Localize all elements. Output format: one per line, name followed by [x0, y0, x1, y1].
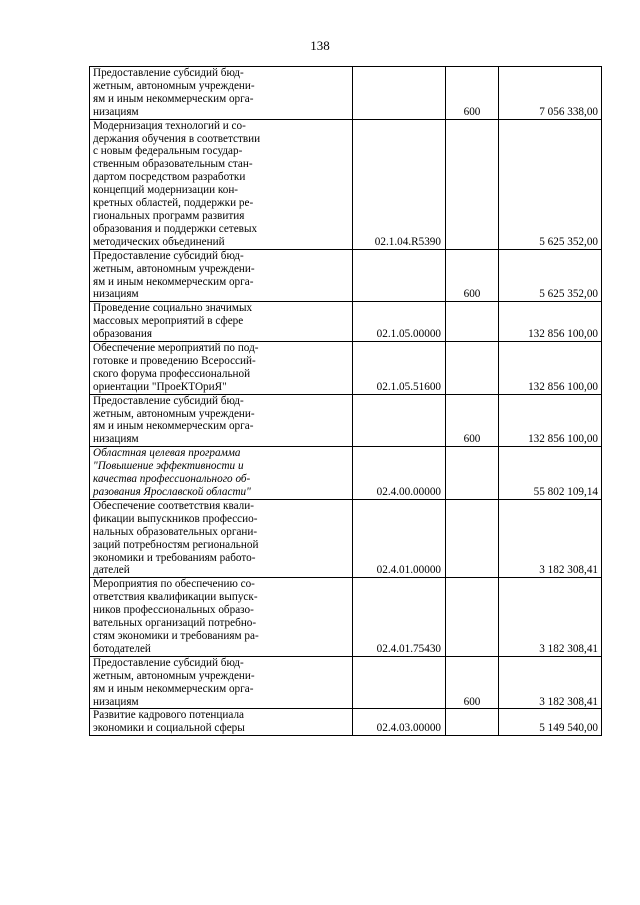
row-amount: 5 625 352,00: [499, 249, 602, 302]
row-expense-type: [446, 447, 499, 500]
row-name: Предоставление субсидий бюд- жетным, автономным учреждени- ям и иным некоммерческим орга- низациям: [93, 67, 255, 118]
row-target-code: 02.4.03.00000: [353, 709, 446, 736]
row-amount: 5 625 352,00: [499, 119, 602, 249]
table-row: [90, 394, 602, 447]
row-name: Предоставление субсидий бюд- жетным, автономным учреждени- ям и иным некоммерческим орга- низациям: [93, 249, 255, 301]
row-expense-type: 600: [446, 249, 499, 302]
row-expense-type: [446, 709, 499, 736]
row-target-code: [353, 656, 446, 709]
row-amount: 55 802 109,14: [499, 447, 602, 500]
row-target-code: 02.1.05.00000: [353, 302, 446, 342]
row-target-code: 02.1.04.R5390: [353, 119, 446, 249]
table-row: [90, 67, 602, 120]
row-amount: 132 856 100,00: [499, 302, 602, 342]
page-number: 138: [310, 38, 330, 53]
row-name-cell: [90, 302, 353, 342]
row-target-code: [353, 394, 446, 447]
row-expense-type: [446, 342, 499, 395]
table-row: [90, 656, 602, 709]
row-amount: 132 856 100,00: [499, 394, 602, 447]
row-name: Обеспечение мероприятий по под- готовке и проведению Всероссий- ского форума профессиональной ориентации "ПроеКТОриЯ": [93, 342, 259, 393]
table-row: [90, 447, 602, 500]
row-name-cell: [90, 709, 353, 736]
budget-table-body: [90, 67, 602, 736]
row-name-cell: [90, 656, 353, 709]
row-target-code: 02.4.01.75430: [353, 578, 446, 656]
row-name-cell: [90, 499, 353, 577]
row-name: Проведение социально значимых массовых мероприятий в сфере образования: [93, 302, 253, 341]
row-name-cell: [90, 578, 353, 656]
row-amount: 3 182 308,41: [499, 656, 602, 709]
row-amount: 7 056 338,00: [499, 67, 602, 120]
row-name-cell: [90, 249, 353, 302]
row-name-cell: [90, 67, 353, 120]
row-amount: 5 149 540,00: [499, 709, 602, 736]
row-name: Предоставление субсидий бюд- жетным, автономным учреждени- ям и иным некоммерческим орга- низациям: [93, 656, 255, 708]
row-name-cell: [90, 342, 353, 395]
row-name: Мероприятия по обеспечению со- ответствия квалификации выпуск- ников профессиональных образо- вательных организаций потребно- стям экономики и требованиям ра- ботодателей: [93, 578, 259, 655]
row-expense-type: [446, 578, 499, 656]
row-name: Модернизация технологий и со- держания обучения в соответствии с новым федеральным государ- ственным образовательным стан- дартом посредством разработки концепций модернизации кон- кретных областей, поддержки ре- гиональных программ развития образования и поддержки сетевых методических объединений: [93, 119, 261, 248]
table-row: [90, 302, 602, 342]
row-name-cell: [90, 447, 353, 500]
table-row: [90, 249, 602, 302]
row-expense-type: 600: [446, 656, 499, 709]
row-amount: 132 856 100,00: [499, 342, 602, 395]
row-expense-type: [446, 499, 499, 577]
budget-table: [89, 66, 602, 736]
row-target-code: [353, 249, 446, 302]
row-target-code: 02.4.00.00000: [353, 447, 446, 500]
table-row: [90, 342, 602, 395]
table-row: [90, 578, 602, 656]
row-expense-type: [446, 119, 499, 249]
table-row: [90, 709, 602, 736]
row-expense-type: 600: [446, 67, 499, 120]
row-amount: 3 182 308,41: [499, 499, 602, 577]
row-expense-type: 600: [446, 394, 499, 447]
row-target-code: 02.1.05.51600: [353, 342, 446, 395]
table-row: [90, 119, 602, 249]
row-amount: 3 182 308,41: [499, 578, 602, 656]
row-name-cell: [90, 394, 353, 447]
row-name: Областная целевая программа "Повышение эффективности и качества профессионального об- разования Ярославской области": [93, 447, 251, 498]
row-name-cell: [90, 119, 353, 249]
row-name: Развитие кадрового потенциала экономики и социальной сферы: [93, 709, 245, 735]
row-target-code: 02.4.01.00000: [353, 499, 446, 577]
row-expense-type: [446, 302, 499, 342]
row-name: Обеспечение соответствия квали- фикации выпускников профессио- нальных образовательных органи- заций потребностям региональной экономики и требованиям работо- дателей: [93, 499, 259, 577]
row-target-code: [353, 67, 446, 120]
table-row: [90, 499, 602, 577]
row-name: Предоставление субсидий бюд- жетным, автономным учреждени- ям и иным некоммерческим орга- низациям: [93, 394, 255, 446]
